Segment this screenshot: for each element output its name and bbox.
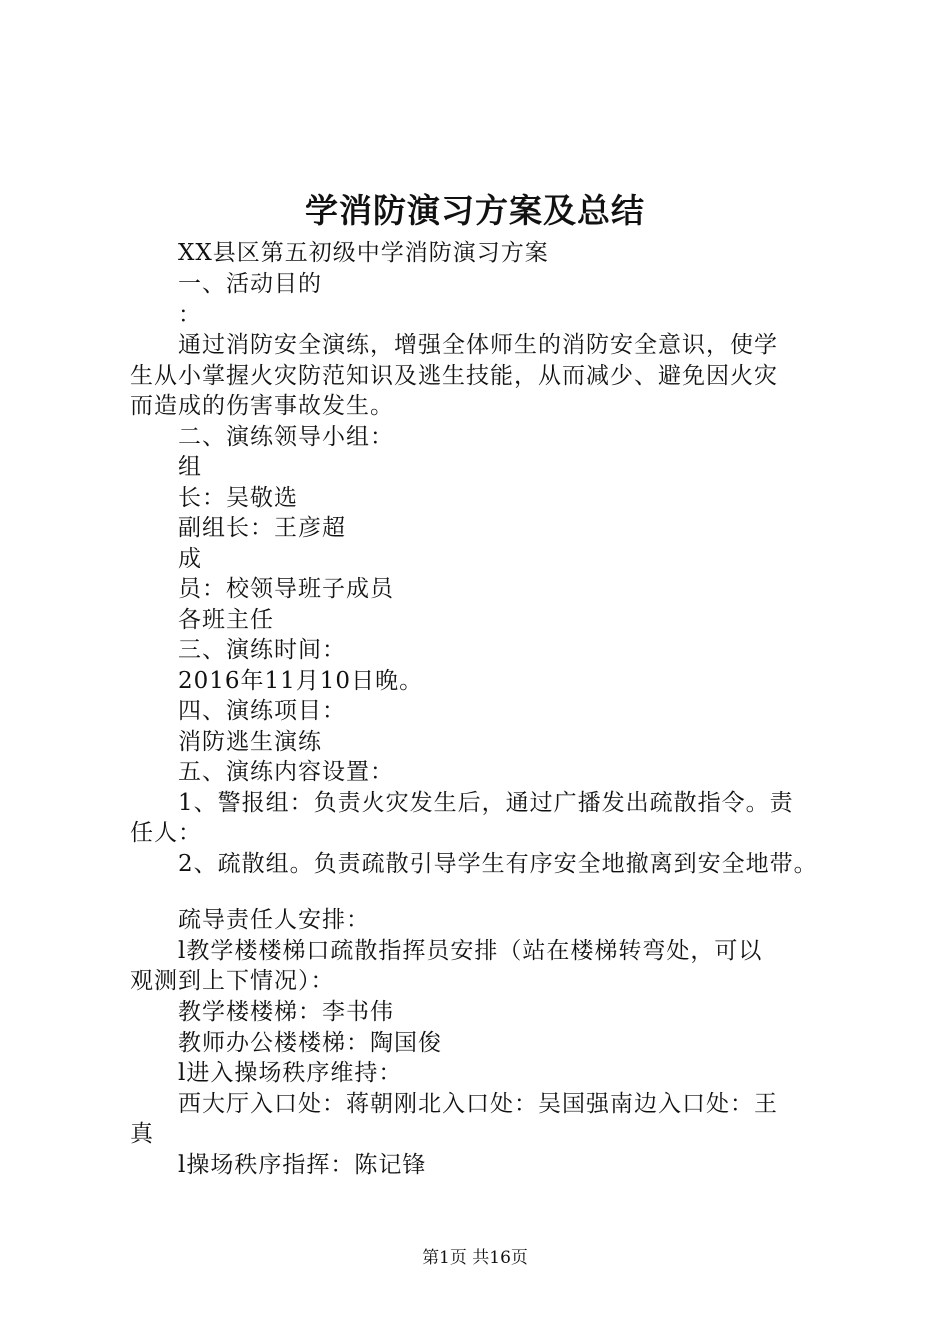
paragraph-line: 2、疏散组。负责疏散引导学生有序安全地撤离到安全地带。 [178,851,818,877]
text-line: 教学楼楼梯：李书伟 [178,999,394,1025]
text-line: 组 [178,454,202,480]
section-heading-content: 五、演练内容设置： [178,759,394,785]
paragraph-line: 生从小掌握火灾防范知识及逃生技能，从而减少、避免因火灾 [130,363,778,389]
text-line: 2016年11月10日晚。 [178,668,424,694]
text-line: 疏导责任人安排： [178,907,370,933]
paragraph-line: 西大厅入口处：蒋朝刚北入口处：吴国强南边入口处：王 [178,1091,778,1117]
text-line: 副组长：王彦超 [178,515,346,541]
text-line: 教师办公楼楼梯：陶国俊 [178,1030,442,1056]
text-line: l进入操场秩序维持： [178,1060,403,1086]
paragraph-line: 而造成的伤害事故发生。 [130,393,394,419]
section-heading-purpose: 一、活动目的 [178,271,322,297]
text-line: 各班主任 [178,607,274,633]
section-heading-leadership: 二、演练领导小组： [178,424,394,450]
section-heading-items: 四、演练项目： [178,698,346,724]
text-line: 消防逃生演练 [178,729,322,755]
document-title: 学消防演习方案及总结 [305,191,645,230]
text-line: 长：吴敬选 [178,485,298,511]
paragraph-line: 真 [130,1121,154,1147]
text-line: 员：校领导班子成员 [178,576,394,602]
paragraph-line: 任人： [130,820,202,846]
paragraph-line: l教学楼楼梯口疏散指挥员安排（站在楼梯转弯处，可以 [178,938,763,964]
paragraph-line: 1、警报组：负责火灾发生后，通过广播发出疏散指令。责 [178,790,794,816]
text-line: ： [178,302,202,328]
paragraph-line: 通过消防安全演练，增强全体师生的消防安全意识，使学 [178,332,778,358]
section-heading-time: 三、演练时间： [178,637,346,663]
text-line: 成 [178,546,202,572]
page-number-footer: 第1页 共16页 [422,1248,528,1268]
text-line: l操场秩序指挥：陈记锋 [178,1152,427,1178]
paragraph-line: 观测到上下情况）： [130,968,335,994]
doc-heading: XX县区第五初级中学消防演习方案 [178,240,549,266]
